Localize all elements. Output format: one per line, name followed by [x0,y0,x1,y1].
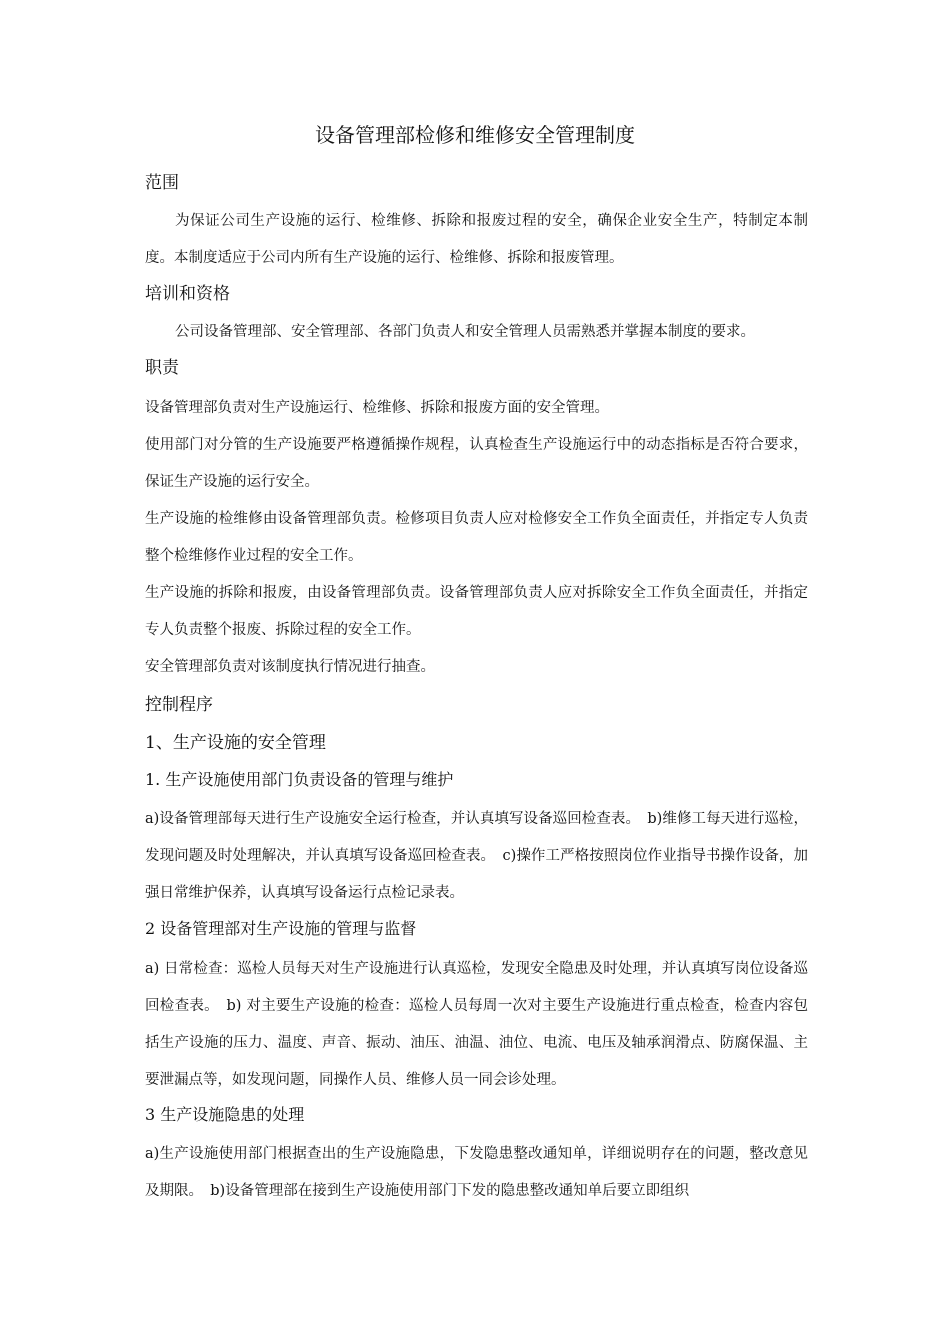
control-point-title: 2 设备管理部对生产设施的管理与监督 [145,919,417,938]
section-heading-training: 培训和资格 [145,284,230,304]
duty-item: 设备管理部负责对生产设施运行、检维修、拆除和报废方面的安全管理。 [145,400,609,416]
training-paragraph: 公司设备管理部、安全管理部、各部门负责人和安全管理人员需熟悉并掌握本制度的要求。 [175,324,755,340]
scope-paragraph: 为保证公司生产设施的运行、检维修、拆除和报废过程的安全，确保企业安全生产，特制定本制度。本制度适应于公司内所有生产设施的运行、检维修、拆除和报废管理。 [145,213,808,266]
duty-item: 使用部门对分管的生产设施要严格遵循操作规程，认真检查生产设施运行中的动态指标是否符合要求，保证生产设施的运行安全。 [145,437,808,490]
section-heading-control: 控制程序 [145,695,213,715]
control-point-title: 3 生产设施隐患的处理 [145,1105,305,1124]
duty-item: 生产设施的检维修由设备管理部负责。检修项目负责人应对检修安全工作负全面责任，并指定专人负责整个检维修作业过程的安全工作。 [145,511,808,564]
duty-item: 生产设施的拆除和报废，由设备管理部负责。设备管理部负责人应对拆除安全工作负全面责任，并指定专人负责整个报废、拆除过程的安全工作。 [145,585,808,638]
section-heading-duties: 职责 [145,358,179,378]
duty-item: 安全管理部负责对该制度执行情况进行抽查。 [145,659,435,675]
control-point-text: a)生产设施使用部门根据查出的生产设施隐患，下发隐患整改通知单，详细说明存在的问题，整改意见及期限。 b)设备管理部在接到生产设施使用部门下发的隐患整改通知单后要立即组织 [145,1146,808,1199]
control-point-text: a)设备管理部每天进行生产设施安全运行检查，并认真填写设备巡回检查表。 b)维修工每天进行巡检，发现问题及时处理解决，并认真填写设备巡回检查表。 c)操作工严格按照岗位作业指导书操作设备，加强日常维护保养，认真填写设备运行点检记录表。 [145,811,808,901]
control-subheading: 1、生产设施的安全管理 [145,733,326,753]
control-point-title: 1. 生产设施使用部门负责设备的管理与维护 [145,770,454,789]
section-heading-scope: 范围 [145,173,179,193]
document-title: 设备管理部检修和维修安全管理制度 [315,123,635,147]
control-point-text: a) 日常检查：巡检人员每天对生产设施进行认真巡检，发现安全隐患及时处理，并认真填写岗位设备巡回检查表。 b) 对主要生产设施的检查：巡检人员每周一次对主要生产设施进行重点检查，检查内容包括生产设施的压力、温度、声音、振动、油压、油温、油位、电流、电压及轴承润滑点、防腐保温、主要泄漏点等，如发现问题，同操作人员、维修人员一同会诊处理。 [145,961,808,1088]
